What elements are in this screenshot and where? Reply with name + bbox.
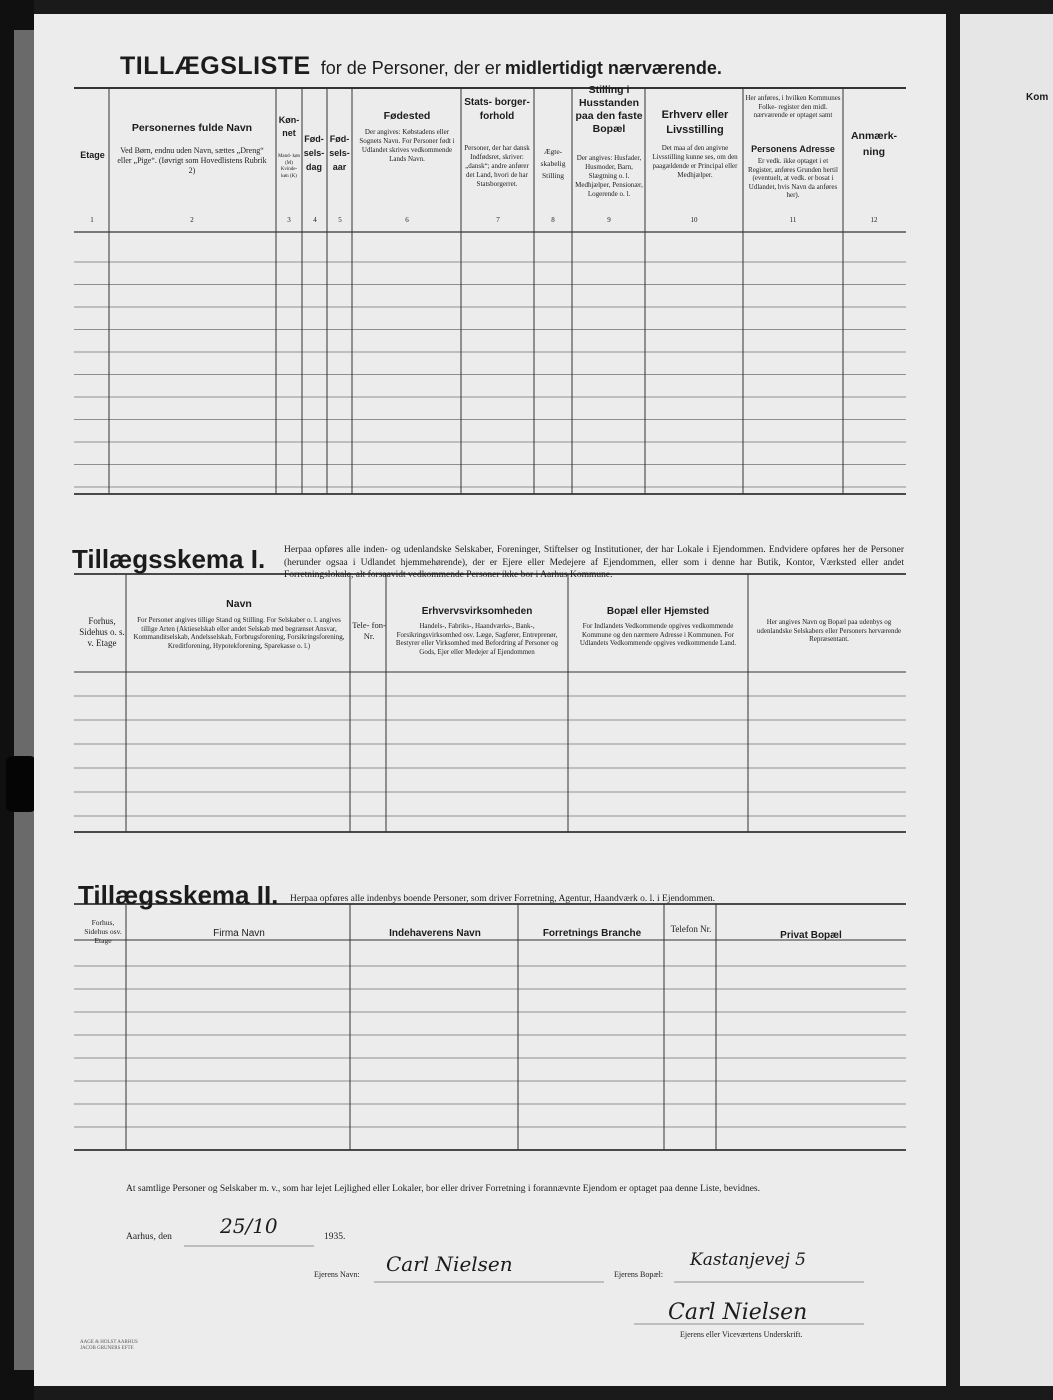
signature-label: Ejerens eller Viceværtens Underskrift. (680, 1330, 803, 1339)
col-navn-note: Ved Børn, endnu uden Navn, sættes „Dreng“ eller „Pige“. (Iøvrigt som Hovedlistens Rubrik 2) (117, 146, 267, 175)
col-foedselsdag: Fød- sels- dag (303, 134, 325, 172)
col-erhverv-note: Det maa af den angivne Livsstilling kunne ses, om den paagældende er Principal eller Medhjælper. (652, 144, 738, 179)
footer-year: 1935. (324, 1232, 346, 1242)
col-foedselsaar: Fød- sels- aar (329, 134, 350, 172)
col-stilling: Stilling i Husstanden paa den faste Bopæl (575, 84, 643, 135)
owner-name-label: Ejerens Navn: (314, 1270, 360, 1279)
s1-col-erhverv: Erhvervsvirksomheden (421, 606, 533, 617)
owner-address: Kastanjevej 5 (690, 1250, 806, 1270)
adjacent-page-text: Kom (1026, 92, 1049, 103)
footer-statement: At samtlige Personer og Selskaber m. v., som har lejet Lejlighed eller Lokaler, bor eller driver Forretning i forannævnte Ejendom er optaget paa denne Liste, bevidnes. (126, 1184, 760, 1194)
s1-col-navn: Navn (226, 598, 252, 610)
footer-city-label: Aarhus, den (126, 1232, 172, 1242)
column-number: 12 (870, 216, 878, 224)
column-number: 6 (405, 216, 409, 224)
col-koen: Køn- net (278, 115, 300, 138)
s2-col-indehaver: Indehaverens Navn (389, 928, 481, 939)
col-statsborger: Stats- borger- forhold (464, 97, 530, 122)
s2-col-telefon: Telefon Nr. (670, 924, 712, 934)
tillaegsliste-title-bold: midlertidigt nærværende. (504, 58, 722, 78)
tillaegsliste-title-rest: for de Personer, der er (320, 58, 501, 78)
col-adresse: Personens Adresse (751, 144, 835, 154)
column-number: 4 (313, 216, 317, 224)
s2-col-firma: Firma Navn (213, 928, 265, 939)
col-anmaerkning: Anmærk- ning (850, 130, 898, 158)
col-foedested-note: Der angives: Købstadens eller Sognets Navn. For Personer født i Udlandet skrives vedkommende Lands Navn. (359, 128, 455, 163)
column-number: 11 (789, 216, 797, 224)
skema2-intro: Herpaa opføres alle indenbys boende Personer, som driver Forretning, Agentur, Haandværk o. l. i Ejendommen. (290, 894, 716, 904)
column-number: 9 (607, 216, 611, 224)
column-number: 7 (496, 216, 500, 224)
column-number: 5 (338, 216, 342, 224)
s2-col-etage: Forhus, Sidehus osv. Etage (84, 918, 122, 945)
form-page (34, 14, 946, 1386)
signature: Carl Nielsen (668, 1300, 808, 1325)
col-navn: Personernes fulde Navn (131, 122, 253, 134)
s1-col-erhverv-note: Handels-, Fabriks-, Haandværks-, Bank-, Forsikringsvirksomhed osv. Læge, Sagfører, Entreprenør, Bestyrer eller Virksomhed med Befordring af Personer og Gods, Ejer eller Medejer af Ejendommen (395, 622, 559, 656)
column-number: 1 (90, 216, 94, 224)
tillaegsliste-title (120, 52, 722, 81)
s1-col-etage: Forhus, Sidehus o. s. v. Etage (79, 616, 125, 648)
column-number: 2 (190, 216, 194, 224)
adjacent-page (960, 14, 1053, 1386)
owner-name: Carl Nielsen (386, 1252, 513, 1276)
column-number: 10 (690, 216, 698, 224)
binder-clip (6, 756, 36, 812)
s1-col-repraesentant-note: Her angives Navn og Bopæl paa udenbys og udenlandske Selskabers eller Personers herværende Repræsentant. (756, 618, 902, 643)
col-aegteskab: Ægte- skabelig Stilling (540, 147, 566, 180)
col-erhverv: Erhverv eller Livsstilling (661, 109, 729, 136)
col-foedested: Fødested (383, 110, 431, 122)
s1-col-bopael-note: For Indlandets Vedkommende opgives vedkommende Kommune og den nærmere Adresse i Kommunen. For Udlandets Vedkommende opgives vedkommende Land. (579, 622, 737, 647)
s1-col-navn-note: For Personer angives tillige Stand og Stilling. For Selskaber o. l. angives tillige Arten (Aktieselskab eller andet Selskab med begrænset Ansvar, Kommanditselskab, Andelsselskab, Forbrugsforening, Forsikringsforening, Kreditforening, Hypotekforening, Sparekasse o. l.) (133, 616, 345, 650)
col-etage: Etage (80, 150, 105, 160)
s1-col-bopael: Bopæl eller Hjemsted (606, 606, 710, 617)
col-statsborger-note: Personer, der har dansk Indfødsret, skriver: „dansk“; andre anfører det Land, hvori de har Statsborgerret. (464, 144, 530, 188)
footer-date: 25/10 (220, 1214, 278, 1238)
s1-col-telefon: Tele- fon- Nr. (352, 620, 386, 641)
s2-col-branche: Forretnings Branche (542, 928, 642, 939)
column-number: 8 (551, 216, 555, 224)
column-number: 3 (287, 216, 291, 224)
s2-col-bopael: Privat Bopæl (780, 930, 842, 941)
tillaegsliste-title-main: TILLÆGSLISTE (120, 52, 311, 80)
col-koen-note: Mand- køn (M) Kvinde- køn (K) (277, 154, 301, 179)
printer-mark: AAGE & HOLST AARHUS JACOB GRUNERS EFTF. (80, 1340, 138, 1351)
skema1-intro: Herpaa opføres alle inden- og udenlandske Selskaber, Foreninger, Stiftelser og Institutioner, der har Lokale i Ejendommen. Endvidere opføres her de Personer (herunder ogsaa i Udlandet hjemmehørende), der er Ejere eller Medejere af Ejendommen, eller som i denne har Butik, Kontor, Værksted eller andet Forretningslokale, alt forsaavidt vedkommende Personer ikke bor i Aarhus Kommune. (284, 545, 904, 580)
col-adresse-note-top: Her anføres, i hvilken Kommunes Folke- register den midl. nærværende er optaget samt (745, 94, 841, 119)
owner-address-label: Ejerens Bopæl: (614, 1270, 664, 1279)
skema2-title: Tillægsskema II. (78, 880, 279, 910)
col-adresse-note: Er vedk. ikke optaget i et Register, anføres Grunden hertil (eventuelt, at vedk. er bosat i Udlandet, hvis Navn da anføres her). (748, 157, 838, 199)
col-stilling-note: Der angives: Husfader, Husmoder, Barn, Slægtning o. l. Medhjælper, Pensionær, Logerende o. l. (575, 154, 643, 198)
skema1-title: Tillægsskema I. (72, 544, 266, 574)
page-edge-stack (14, 30, 34, 1370)
